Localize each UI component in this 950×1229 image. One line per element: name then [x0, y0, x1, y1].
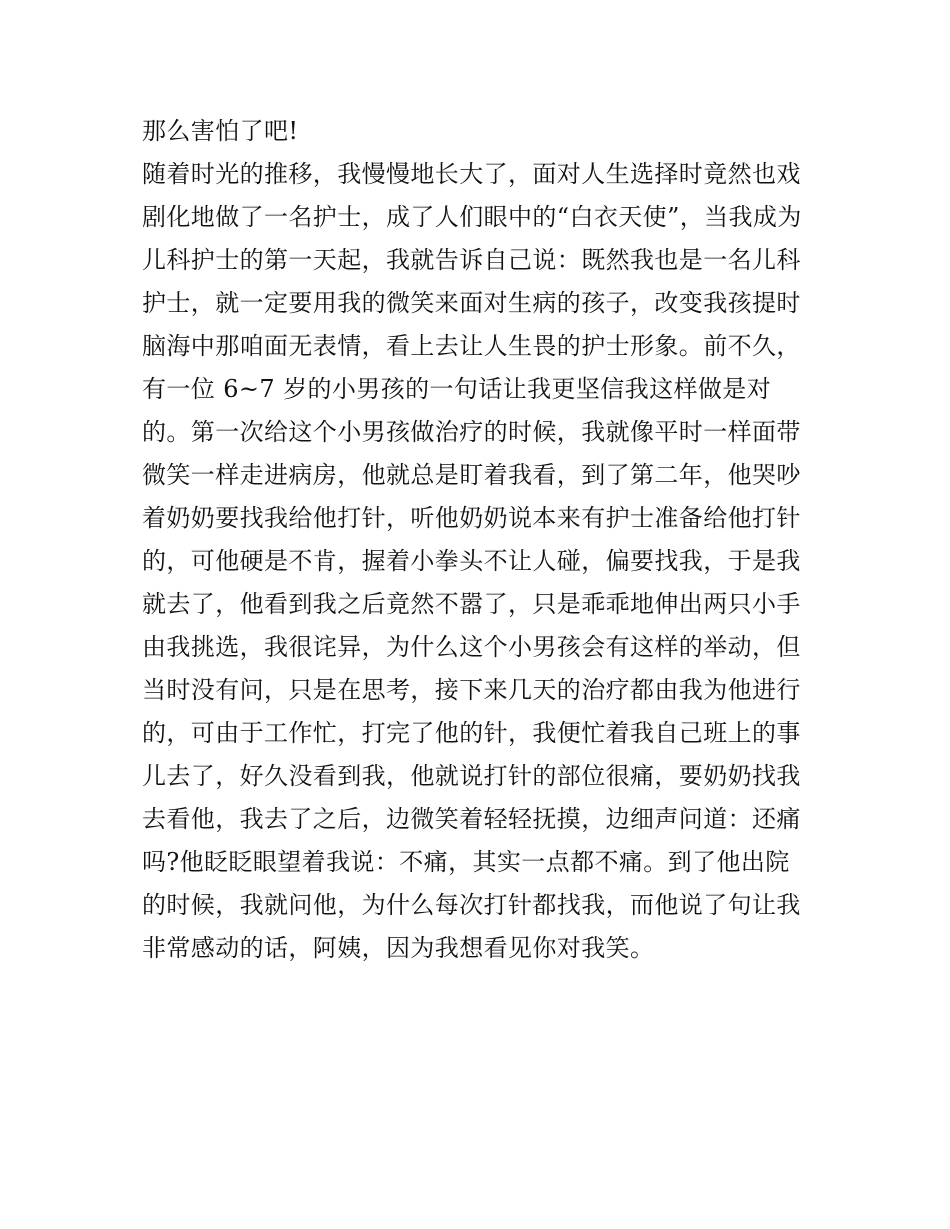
text-line: 随着时光的推移，我慢慢地长大了，面对人生选择时竟然也戏 [142, 160, 801, 188]
text-line: 非常感动的话，阿姨，因为我想看见你对我笑。 [142, 934, 655, 962]
text-line: 儿科护士的第一天起，我就告诉自己说：既然我也是一名儿科 [142, 246, 801, 274]
text-line: 的时候，我就问他，为什么每次打针都找我，而他说了句让我 [142, 891, 801, 919]
text-line: 那么害怕了吧! [142, 117, 299, 145]
body-text [142, 110, 822, 970]
text-line: 就去了，他看到我之后竟然不嚣了，只是乖乖地伸出两只小手 [142, 590, 801, 618]
text-line: 剧化地做了一名护士，成了人们眼中的“白衣天使”，当我成为 [142, 203, 802, 231]
text-line: 护士，就一定要用我的微笑来面对生病的孩子，改变我孩提时 [142, 289, 801, 317]
text-line: 的，可他硬是不肯，握着小拳头不让人碰，偏要找我，于是我 [142, 547, 801, 575]
text-line: 吗?他眨眨眼望着我说：不痛，其实一点都不痛。到了他出院 [142, 848, 790, 876]
text-line: 由我挑选，我很诧异，为什么这个小男孩会有这样的举动，但 [142, 633, 801, 661]
text-line: 微笑一样走进病房，他就总是盯着我看，到了第二年，他哭吵 [142, 461, 801, 489]
text-line: 当时没有问，只是在思考，接下来几天的治疗都由我为他进行 [142, 676, 801, 704]
text-line: 儿去了，好久没看到我，他就说打针的部位很痛，要奶奶找我 [142, 762, 801, 790]
text-line: 的，可由于工作忙，打完了他的针，我便忙着我自己班上的事 [142, 719, 801, 747]
text-line: 脑海中那咱面无表情，看上去让人生畏的护士形象。前不久， [142, 332, 801, 360]
text-line: 着奶奶要找我给他打针，听他奶奶说本来有护士准备给他打针 [142, 504, 801, 532]
text-line: 去看他，我去了之后，边微笑着轻轻抚摸，边细声问道：还痛 [142, 805, 801, 833]
text-line: 有一位 6~7 岁的小男孩的一句话让我更坚信我这样做是对 [142, 375, 772, 403]
text-line: 的。第一次给这个小男孩做治疗的时候，我就像平时一样面带 [142, 418, 801, 446]
